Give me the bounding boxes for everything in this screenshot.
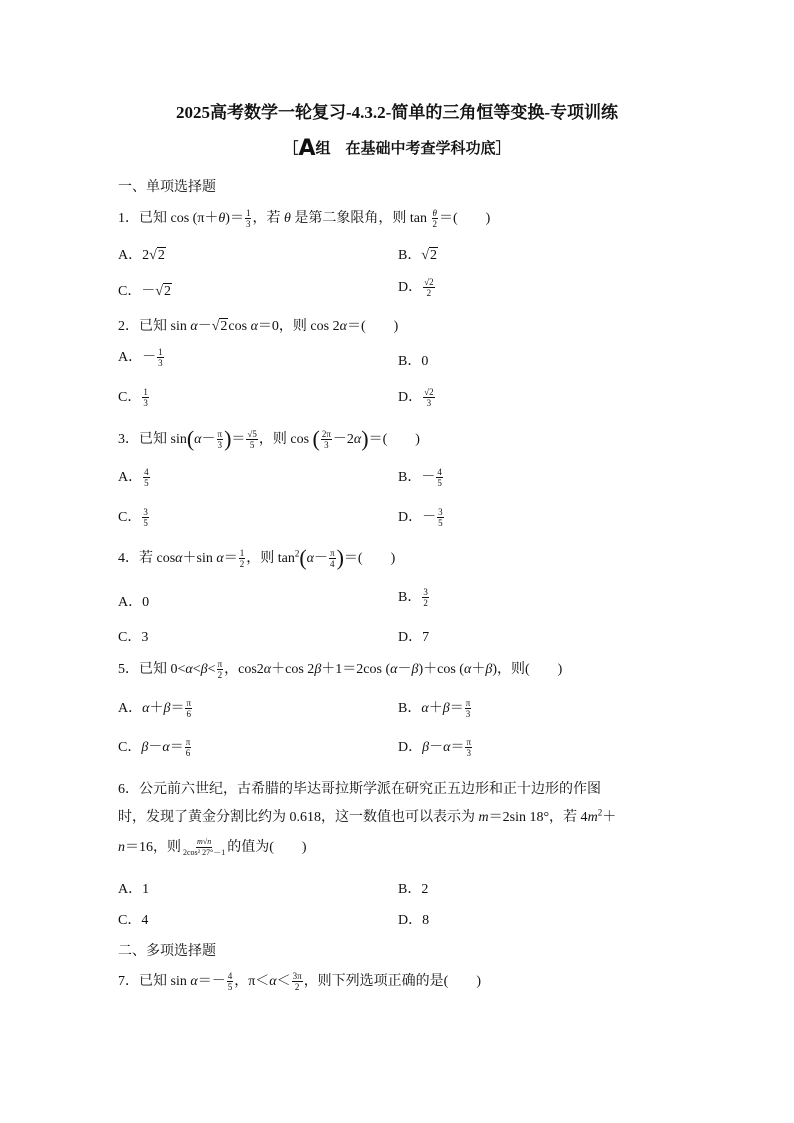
q3-option-b[interactable]: B．－ $\frac{4}{5}$ <box>398 467 442 489</box>
q4-option-b[interactable]: B． $\frac{3}{2}$ <box>398 587 428 609</box>
q4-option-c[interactable]: C．3 <box>118 630 149 645</box>
section-multi-choice: 二、多项选择题 <box>118 943 216 959</box>
group-letter: A <box>298 136 316 161</box>
section-single-choice: 一、单项选择题 <box>118 179 216 195</box>
q3-option-d[interactable]: D．－ $\frac{3}{5}$ <box>398 507 443 529</box>
q6-option-c[interactable]: C．4 <box>118 913 149 928</box>
q1-option-a[interactable]: A．2√2 <box>118 248 165 263</box>
q4-option-a[interactable]: A．0 <box>118 595 150 610</box>
question-6-line-3: n＝16，则 $\frac{m√n}{\text{2cos² 27°－1}}$ 的值为( ) <box>118 837 307 858</box>
bracket-close: ］ <box>495 139 511 157</box>
question-6-line-1: 6．公元前六世纪，古希腊的毕达哥拉斯学派在研究正五边形和正十边形的作图 <box>118 782 601 797</box>
question-1: 1．已知 cos (π＋θ)＝ $\frac{1}{3}$ ，若 θ 是第二象限角，则 tan $\frac{\theta}{2}$ ＝( ) <box>118 208 491 230</box>
q2-option-a[interactable]: A．－ $\frac{1}{3}$ <box>118 347 163 369</box>
q1-option-b[interactable]: B．√2 <box>398 248 438 263</box>
q2-option-b[interactable]: B．0 <box>398 354 429 369</box>
q6-option-d[interactable]: D．8 <box>398 913 430 928</box>
q1-option-d[interactable]: D． $\frac{√2}{2}$ <box>398 277 434 299</box>
group-description: 组 在基础中考查学科功底 <box>315 139 496 157</box>
bracket-open: ［ <box>283 139 299 157</box>
q5-option-d[interactable]: D．β－α＝ $\frac{\pi}{3}$ <box>398 737 472 759</box>
question-4: 4．若 cosα＋sin α＝ $\frac{1}{2}$ ，则 $\tan^2(\alpha-$ $\frac{\pi}{4}$ )＝( ) <box>118 545 396 570</box>
q2-option-d[interactable]: D． $\frac{√2}{3}$ <box>398 387 434 409</box>
page-title: 2025高考数学一轮复习-4.3.2-简单的三角恒等变换-专项训练 <box>176 103 618 122</box>
question-7: 7．已知 sin α＝－ $\frac{4}{5}$ ，π＜α＜ $\frac{3\pi}{2}$ ，则下列选项正确的是( ) <box>118 971 482 993</box>
q3-option-c[interactable]: C． $\frac{3}{5}$ <box>118 507 148 529</box>
q5-option-a[interactable]: A．α＋β＝ $\frac{\pi}{6}$ <box>118 698 192 720</box>
question-5: 5．已知 0<α<β< $\frac{\pi}{2}$ ，cos2α＋cos 2β＋1＝2cos (α－β)＋cos (α＋β)，则( ) <box>118 659 563 681</box>
q3-option-a[interactable]: A． $\frac{4}{5}$ <box>118 467 149 489</box>
q1-option-c[interactable]: C．－√2 <box>118 284 172 299</box>
q2-option-c[interactable]: C． $\frac{1}{3}$ <box>118 387 148 409</box>
q6-option-b[interactable]: B．2 <box>398 882 429 897</box>
q4-option-d[interactable]: D．7 <box>398 630 430 645</box>
question-2: 2．已知 sin α－√2cos α＝0，则 cos 2α＝( ) <box>118 319 399 334</box>
question-3: 3．已知 sin(α－ $\frac{\pi}{3}$ )＝ $\frac{√5}{5}$ ，则 cos ( $\frac{2\pi}{3}$ －2α)＝( ) <box>118 426 420 451</box>
q5-option-b[interactable]: B．α＋β＝ $\frac{\pi}{3}$ <box>398 698 471 720</box>
q6-option-a[interactable]: A．1 <box>118 882 150 897</box>
question-6-line-2: 时，发现了黄金分割比约为 0.618，这一数值也可以表示为 m＝2sin 18°，若 $4m^2+$ <box>118 807 617 825</box>
q5-option-c[interactable]: C．β－α＝ $\frac{\pi}{6}$ <box>118 737 191 759</box>
group-header <box>0 136 794 161</box>
